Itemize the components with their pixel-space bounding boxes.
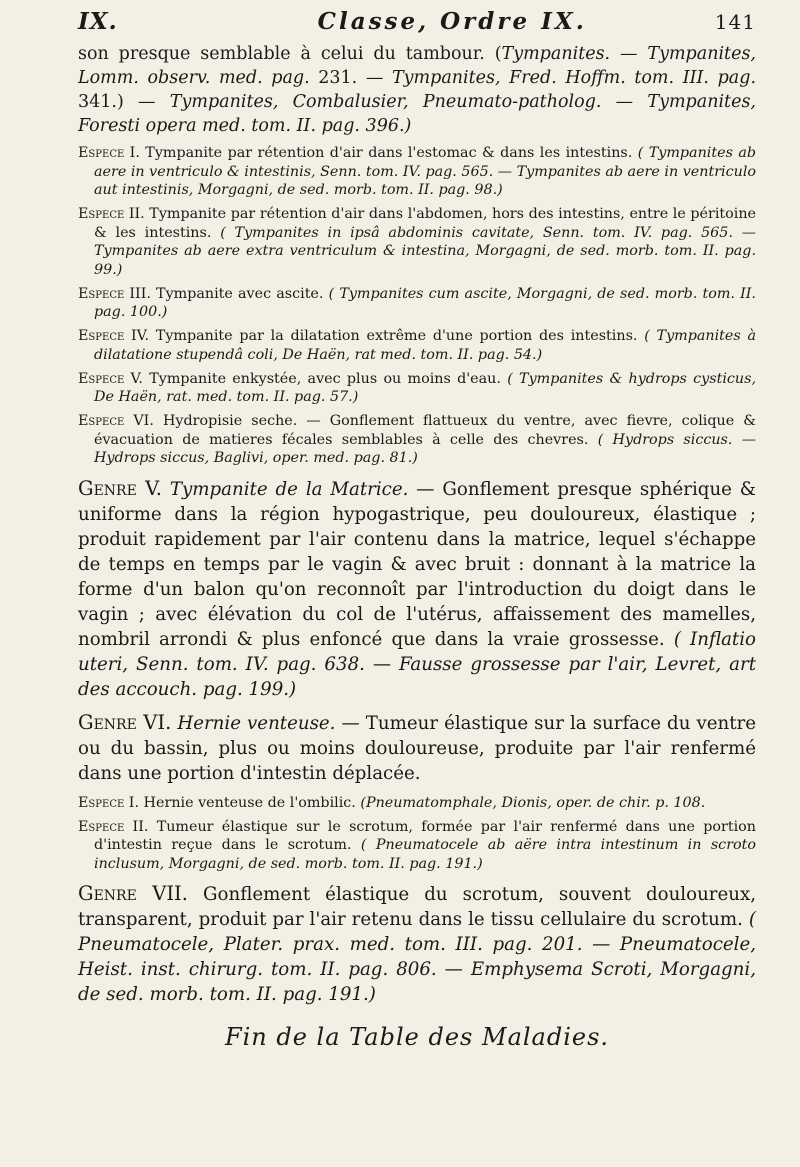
header-left: IX. [78,8,118,35]
espece-ref: ( Tympanites & hydrops cysticus, De Haën, rat. med. tom. II. pag. 57.) [94,370,756,405]
genre-ref: ( Inflatio uteri, Senn. tom. IV. pag. 638. — Fausse grossesse par l'air, Levret, art des accouch. pag. 199.) [78,628,756,700]
genre-label: Genre V. [78,476,162,500]
espece-text: Hernie venteuse de l'ombilic. [139,794,361,811]
espece-label: Espece I. [78,145,140,161]
header-title: Classe, Ordre IX. [317,8,587,35]
genre-ref: ( Pneumatocele, Plater. prax. med. tom. III. pag. 201. — Pneumatocele, Heist. inst. chirurg. tom. II. pag. 806. — Emphysema Scroti, Morgagni, de sed. morb. tom. II. pag. 191.) [78,909,756,1005]
espece-ref: ( Hydrops siccus. — Hydrops siccus, Baglivi, oper. med. pag. 81.) [94,431,756,466]
genre-label: Genre VII. [78,882,188,905]
espece-ref: ( Tympanites à dilatatione stupendâ coli, De Haën, rat med. tom. II. pag. 54.) [94,328,756,363]
espece-6 [78,412,756,468]
espece-label: Espece II. [78,206,145,222]
espece-2 [78,205,756,279]
espece-label: Espece II. [78,818,149,835]
espece-text: Tympanite avec ascite. [150,285,329,302]
intro-text-1: son presque semblable à celui du tambour. ( [78,44,502,64]
genre-6-espece-2 [78,818,756,874]
espece-label: Espece IV. [78,328,150,344]
espece-ref: ( Tympanites cum ascite, Morgagni, de sed. morb. tom. II. pag. 100.) [94,285,756,320]
espece-text: Tympanite enkystée, avec plus ou moins d'eau. [142,370,508,387]
end-of-table-line: Fin de la Table des Maladies. [224,1023,610,1051]
espece-ref: (Pneumatomphale, Dionis, oper. de chir. p. 108. [360,794,706,811]
genre-name: Hernie venteuse. [171,712,336,734]
intro-ref-1: Tympanites. — Tympanites, Lomm. observ. med. pag. [78,44,756,88]
genre-7 [78,881,756,1007]
espece-5 [78,370,756,407]
intro-ref-2: Tympanites, Fred. Hoffm. tom. III. pag. [391,68,757,88]
genre-6 [78,710,756,786]
intro-text-3: 341.) — [78,92,170,112]
genre-5 [78,476,756,702]
genre-label: Genre VI. [78,710,172,734]
espece-text: Tympanite par la dilatation extrême d'une portion des intestins. [149,328,645,344]
espece-label: Espece V. [78,370,143,387]
intro-ref-3: Tympanites, Combalusier, Pneumato-patholog. — Tympanites, Foresti opera med. tom. II. pag. 396.) [78,92,756,136]
espece-label: Espece III. [78,285,151,302]
genre-name: Tympanite de la Matrice. [162,478,409,500]
espece-3 [78,285,756,322]
espece-label: Espece I. [78,794,140,811]
espece-text: Tympanite par rétention d'air dans l'estomac & dans les intestins. [139,145,638,161]
genre-text: — Tumeur élastique sur la surface du ventre ou du bassin, plus ou moins douloureuse, produite par l'air renfermé dans une portion d'intestin déplacée. [78,712,756,784]
espece-text: Tumeur élastique sur le scrotum, formée par l'air renfermé dans une portion d'intestin reçue dans le scrotum. [94,818,757,853]
espece-ref: ( Pneumatocele ab aëre intra intestinum in scroto inclusum, Morgagni, de sed. morb. tom. II. pag. 191.) [94,837,756,872]
espece-text: Hydropisie seche. — Gonflement flattueux du ventre, avec fievre, colique & évacuation de matieres fécales semblables à celle des chevres. [94,413,757,448]
genre-text: Gonflement élastique du scrotum, souvent douloureux, transparent, produit par l'air retenu dans le tissu cellulaire du scrotum. [78,884,756,930]
espece-1 [78,144,756,200]
page-number: 141 [714,10,756,34]
intro-text-2: 231. — [309,68,392,88]
espece-ref: ( Tympanites ab aere in ventriculo & intestinis, Senn. tom. IV. pag. 565. — Tympanites ab aere in ventriculo aut intestinis, Morgagni, de sed. morb. tom. II. pag. 98.) [94,145,756,198]
genre-6-espece-1 [78,794,756,813]
espece-4 [78,327,756,364]
espece-label: Espece VI. [78,413,154,429]
genre-text: — Gonflement presque sphérique & uniforme dans la région hypogastrique, peu douloureux, élastique ; produit rapidement par l'air contenu dans la matrice, lequel s'échappe de temps en temps par le vagin & avec bruit : donnant à la matrice la forme d'un balon qu'on reconnoît par l'introduction du doigt dans le vagin ; avec élévation du col de l'utérus, affaissement des mamelles, nombril arrondi & plus enfoncé que dans la vraie grossesse. [78,478,756,650]
espece-ref: ( Tympanites in ipsâ abdominis cavitate, Senn. tom. IV. pag. 565. — Tympanites ab aere extra ventriculum & intestina, Morgagni, de sed. morb. tom. II. pag. 99.) [94,224,756,278]
espece-text: Tympanite par rétention d'air dans l'abdomen, hors des intestins, entre le péritoine & les intestins. [94,206,756,241]
running-head [78,8,756,42]
intro-paragraph [78,42,756,138]
